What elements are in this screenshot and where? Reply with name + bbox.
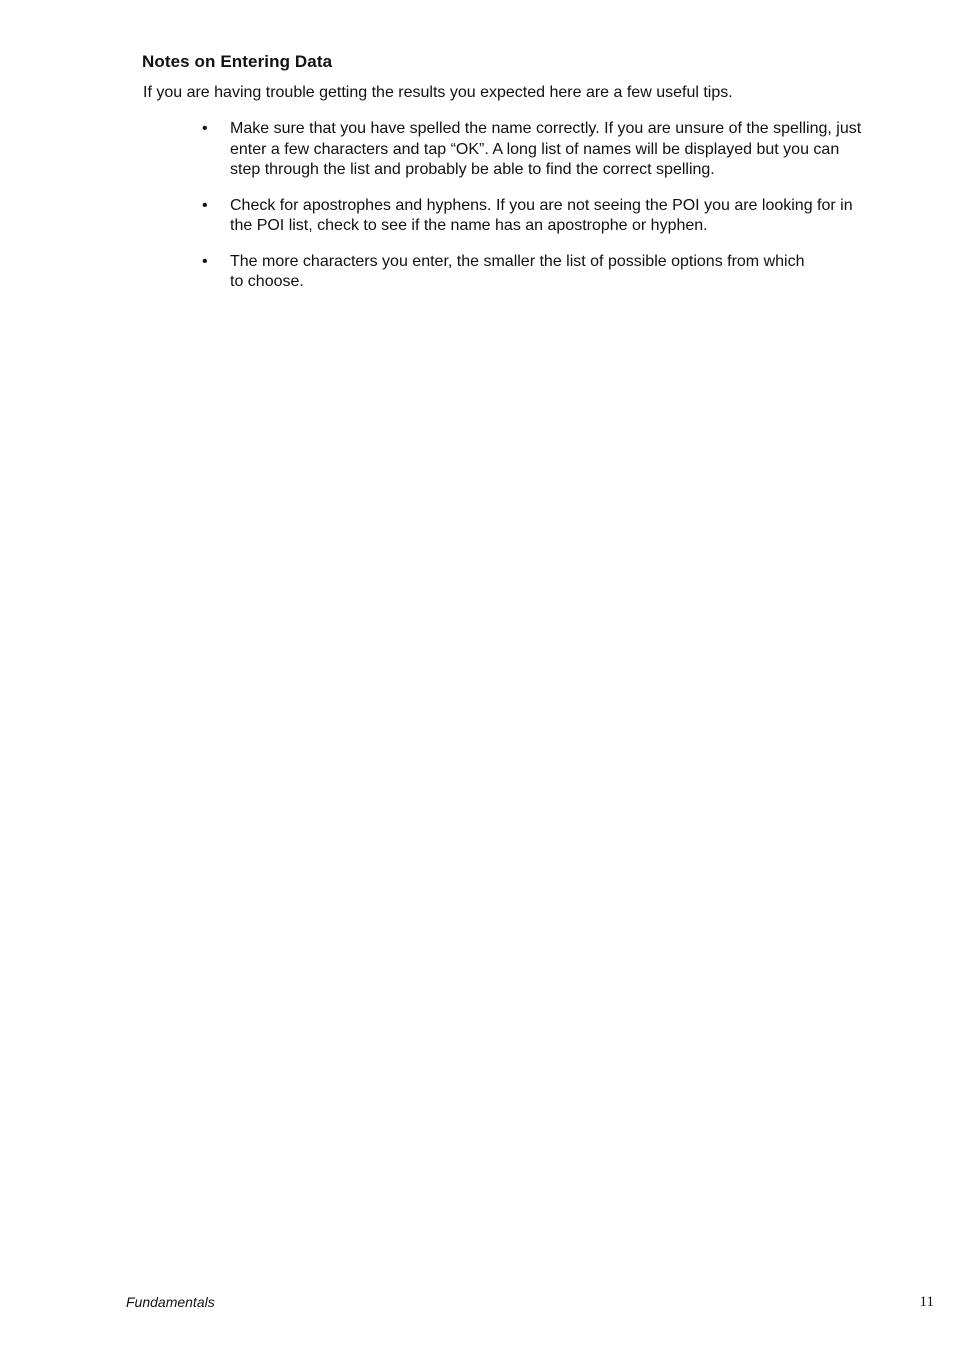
footer-section-name: Fundamentals — [126, 1294, 215, 1310]
bullet-icon: • — [202, 196, 208, 214]
tip-line: to choose. — [230, 273, 304, 290]
list-item — [202, 252, 922, 293]
tip-line: the POI list, check to see if the name has an apostrophe or hyphen. — [230, 217, 708, 234]
footer-page-number: 11 — [919, 1294, 934, 1310]
intro-paragraph: If you are having trouble getting the results you expected here are a few useful tips. — [143, 84, 733, 101]
section-title: Notes on Entering Data — [142, 52, 333, 71]
list-item — [202, 119, 922, 181]
list-item — [202, 196, 922, 237]
tip-line: step through the list and probably be able to find the correct spelling. — [230, 161, 715, 178]
tips-list — [202, 119, 922, 308]
bullet-icon: • — [202, 120, 208, 137]
tip-line: Make sure that you have spelled the name correctly. If you are unsure of the spelling, just — [230, 120, 862, 137]
tip-line: enter a few characters and tap “OK”. A long list of names will be displayed but you can — [230, 140, 840, 158]
tip-line: Check for apostrophes and hyphens. If you are not seeing the POI you are looking for in — [230, 196, 853, 214]
tip-line: The more characters you enter, the smaller the list of possible options from which — [230, 252, 805, 270]
bullet-icon: • — [202, 252, 208, 270]
